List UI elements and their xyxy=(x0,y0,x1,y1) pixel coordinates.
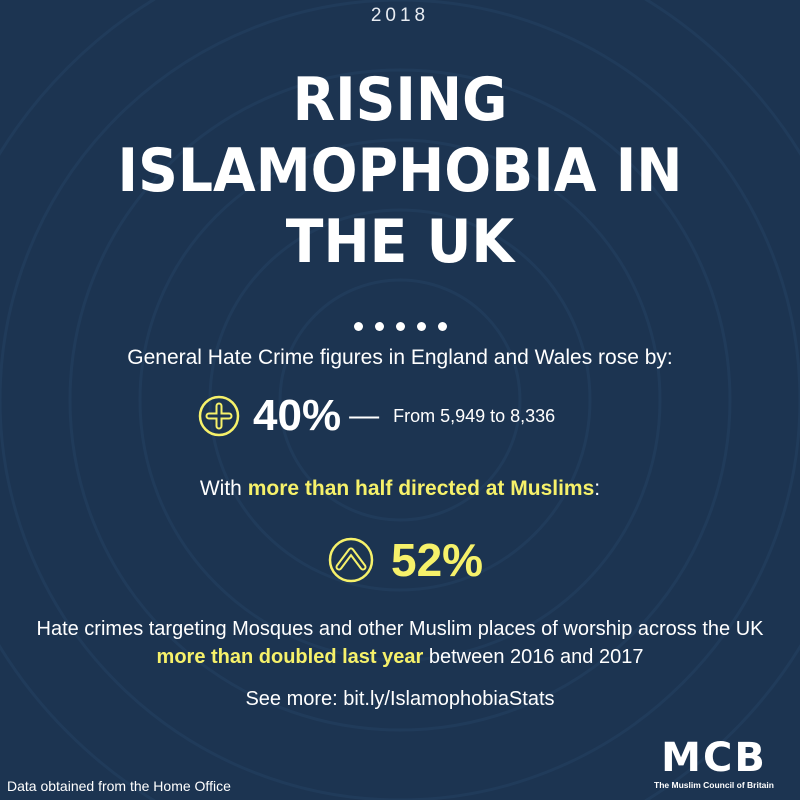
general-from-text: From 5,949 to 8,336 xyxy=(393,405,556,426)
mosques-text-1: Hate crimes targeting Mosques and other Muslim places of worship across the UK xyxy=(36,618,764,640)
title-line-3: THE UK xyxy=(285,207,515,277)
plus-circle-icon xyxy=(197,394,241,438)
stat-dash: — xyxy=(349,399,380,432)
logo-letter-m: M xyxy=(661,735,703,781)
muslims-lead-text xyxy=(0,477,800,501)
logo-subtitle: The Muslim Council of Britain xyxy=(654,780,774,790)
muslims-prefix: With xyxy=(199,477,248,500)
muslims-percent: 52% xyxy=(391,534,484,586)
muslims-highlight: more than half directed at Muslims xyxy=(247,477,595,500)
mosques-highlight: more than doubled last year xyxy=(156,646,424,668)
general-percent: 40% xyxy=(253,391,342,440)
year-label: 2018 xyxy=(370,5,430,26)
logo-letter-b: B xyxy=(734,735,767,781)
mosques-text-2: between 2016 and 2017 xyxy=(423,646,644,668)
mosques-paragraph xyxy=(20,615,780,671)
logo-mark xyxy=(654,735,774,781)
logo-crescent: C xyxy=(702,735,735,781)
general-lead-text: General Hate Crime figures in England and Wales rose by: xyxy=(127,346,673,369)
mcb-logo xyxy=(654,735,774,790)
dots-divider xyxy=(0,318,800,336)
general-stat-row xyxy=(197,388,555,444)
muslims-stat-row xyxy=(327,530,483,590)
title-line-2: ISLAMOPHOBIA IN xyxy=(117,136,683,206)
source-note: Data obtained from the Home Office xyxy=(7,778,231,794)
see-more-link[interactable]: See more: bit.ly/IslamophobiaStats xyxy=(245,688,555,710)
muslims-suffix: : xyxy=(594,477,601,500)
page-title xyxy=(0,65,800,277)
title-line-1: RISING xyxy=(292,65,508,135)
chevron-up-circle-icon xyxy=(327,536,375,584)
